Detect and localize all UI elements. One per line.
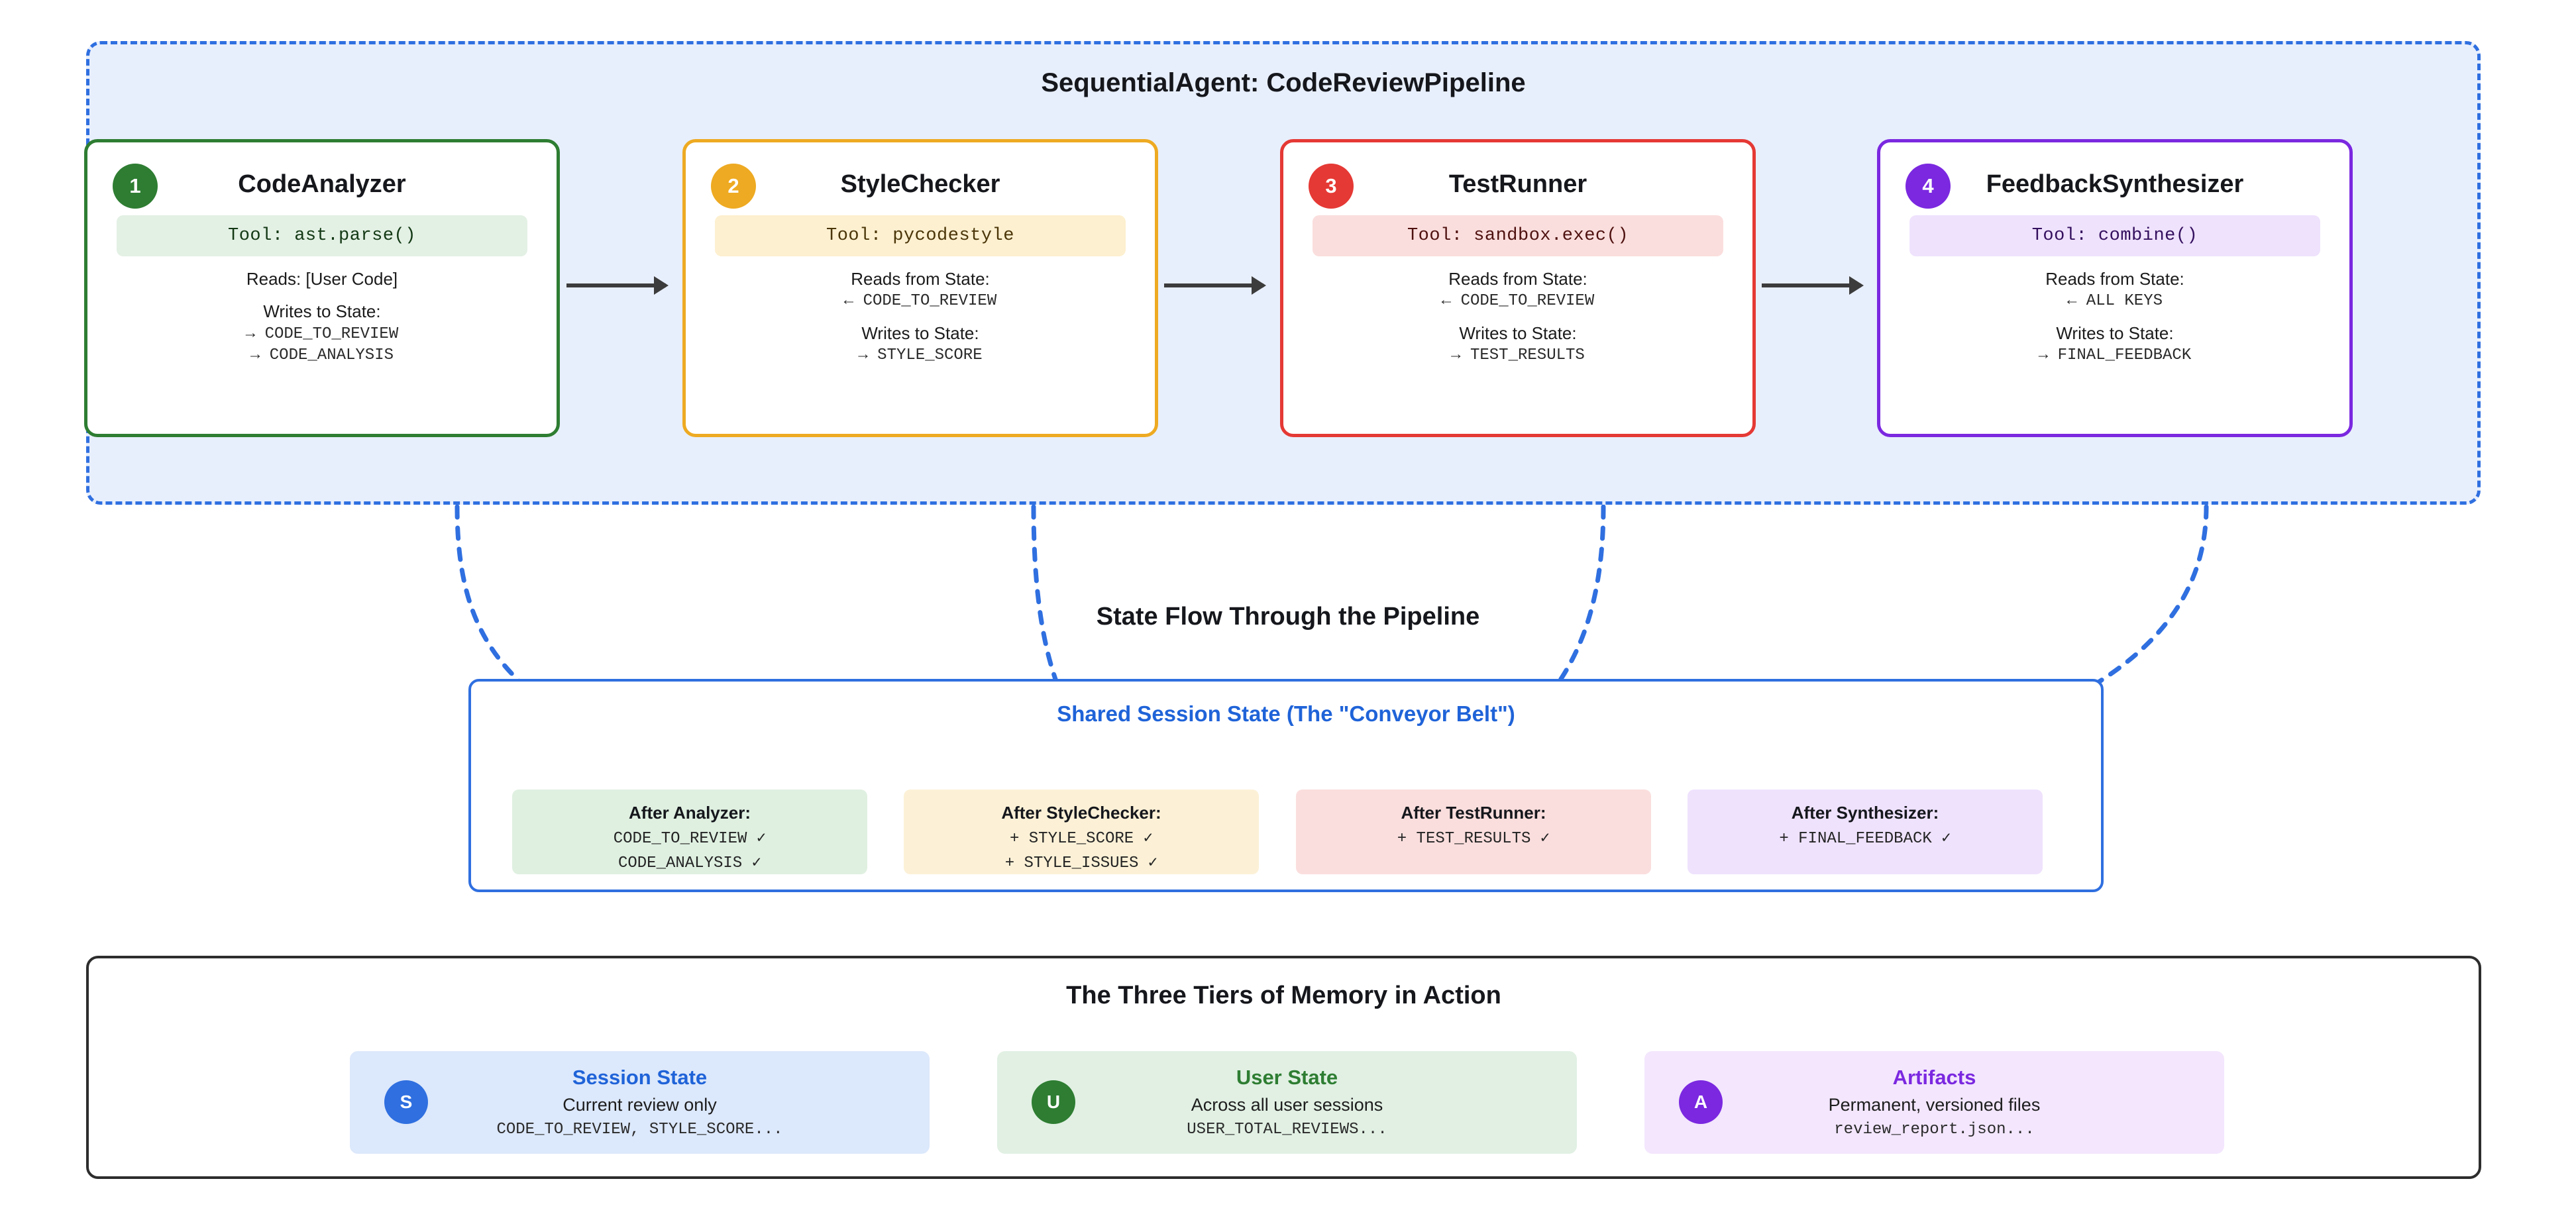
pipeline-title: SequentialAgent: CodeReviewPipeline — [1041, 68, 1526, 97]
agent-write-key: → CODE_TO_REVIEW — [245, 325, 399, 343]
shared-session-state-title: Shared Session State (The "Conveyor Belt") — [1057, 701, 1515, 726]
agent-step-badge: 4 — [1905, 164, 1951, 209]
agent-name: CodeAnalyzer — [238, 170, 406, 198]
memory-tier-name: Artifacts — [1892, 1066, 1976, 1089]
memory-tier-keys: CODE_TO_REVIEW, STYLE_SCORE... — [496, 1121, 783, 1139]
memory-tier-keys: USER_TOTAL_REVIEWS... — [1187, 1121, 1387, 1139]
agent-write-key: → CODE_ANALYSIS — [250, 346, 394, 365]
agent-writes-label: Writes to State: — [263, 301, 381, 322]
agent-card-test-runner[interactable] — [1280, 139, 1756, 437]
agent-write-key: → STYLE_SCORE — [858, 346, 983, 365]
agent-tool-chip: Tool: pycodestyle — [715, 215, 1126, 256]
state-flow-title: State Flow Through the Pipeline — [1096, 603, 1480, 631]
memory-tier-description: Current review only — [563, 1095, 717, 1115]
memory-tier-description: Across all user sessions — [1191, 1095, 1383, 1115]
state-stage-header: After TestRunner: — [1401, 803, 1546, 823]
agent-writes-label: Writes to State: — [861, 323, 979, 343]
agent-card-style-checker[interactable] — [682, 139, 1158, 437]
memory-tier-artifacts[interactable] — [1644, 1051, 2224, 1154]
agent-reads-section — [686, 268, 1155, 312]
agent-reads-label: Reads from State: — [1448, 269, 1587, 289]
agent-read-key: ← CODE_TO_REVIEW — [843, 292, 997, 311]
state-stage-after-analyzer — [512, 789, 867, 874]
agent-name: StyleChecker — [840, 170, 1000, 198]
agent-reads-label: Reads from State: — [2045, 269, 2184, 289]
state-stage-header: After Synthesizer: — [1791, 803, 1939, 823]
agent-reads-section — [1880, 268, 2349, 312]
agent-read-key: ← CODE_TO_REVIEW — [1441, 292, 1595, 311]
state-stage-key: + STYLE_SCORE ✓ — [1009, 830, 1154, 848]
agent-step-badge: 3 — [1309, 164, 1354, 209]
artifacts-badge-icon: A — [1679, 1080, 1723, 1124]
agent-tool-chip: Tool: sandbox.exec() — [1313, 215, 1723, 256]
agent-header — [87, 142, 557, 213]
memory-tier-description: Permanent, versioned files — [1828, 1095, 2041, 1115]
user-state-badge-icon: U — [1032, 1080, 1075, 1124]
agent-header — [1283, 142, 1752, 213]
flow-arrow-3-to-4 — [1762, 283, 1861, 287]
memory-tier-keys: review_report.json... — [1834, 1121, 2035, 1139]
agent-write-key: → FINAL_FEEDBACK — [2038, 346, 2192, 365]
flow-arrow-2-to-3 — [1164, 283, 1263, 287]
agent-writes-section — [1880, 323, 2349, 366]
state-stage-key: + FINAL_FEEDBACK ✓ — [1779, 830, 1951, 848]
agent-write-key: → TEST_RESULTS — [1451, 346, 1585, 365]
memory-tiers-title: The Three Tiers of Memory in Action — [1066, 982, 1501, 1009]
agent-writes-section — [1283, 323, 1752, 366]
agent-reads-label: Reads from State: — [851, 269, 990, 289]
memory-tier-user-state[interactable] — [997, 1051, 1577, 1154]
agent-step-badge: 1 — [113, 164, 158, 209]
state-stage-header: After StyleChecker: — [1001, 803, 1161, 823]
agent-reads-section — [87, 268, 557, 290]
agent-writes-section — [686, 323, 1155, 366]
agent-tool-chip: Tool: combine() — [1909, 215, 2320, 256]
agent-writes-label: Writes to State: — [1459, 323, 1577, 343]
state-stage-key: CODE_TO_REVIEW ✓ — [613, 830, 767, 848]
session-state-badge-icon: S — [384, 1080, 428, 1124]
agent-header — [1880, 142, 2349, 213]
shared-session-state-box — [468, 679, 2104, 892]
state-stage-header: After Analyzer: — [629, 803, 751, 823]
agent-card-code-analyzer[interactable] — [84, 139, 560, 437]
agent-read-key: ← ALL KEYS — [2066, 292, 2163, 311]
memory-tier-name: User State — [1236, 1066, 1338, 1089]
agent-name: FeedbackSynthesizer — [1986, 170, 2244, 198]
state-stage-after-synthesizer — [1688, 789, 2043, 874]
state-stage-after-test-runner — [1296, 789, 1651, 874]
state-stage-key: + TEST_RESULTS ✓ — [1397, 830, 1550, 848]
agent-step-badge: 2 — [711, 164, 756, 209]
agent-reads-label: Reads: [User Code] — [246, 269, 398, 289]
memory-tier-body — [997, 1066, 1577, 1139]
memory-tier-body — [350, 1066, 930, 1139]
memory-tier-session-state[interactable] — [350, 1051, 930, 1154]
memory-tiers-box — [86, 956, 2481, 1179]
flow-arrow-1-to-2 — [566, 283, 666, 287]
agent-tool-chip: Tool: ast.parse() — [117, 215, 527, 256]
agent-reads-section — [1283, 268, 1752, 312]
agent-writes-section — [87, 301, 557, 366]
agent-writes-label: Writes to State: — [2056, 323, 2174, 343]
memory-tier-name: Session State — [572, 1066, 708, 1089]
memory-tier-body — [1644, 1066, 2224, 1139]
state-stage-key: + STYLE_ISSUES ✓ — [1004, 854, 1158, 872]
agent-card-feedback-synthesizer[interactable] — [1877, 139, 2353, 437]
state-stage-after-style-checker — [904, 789, 1259, 874]
agent-header — [686, 142, 1155, 213]
state-stage-key: CODE_ANALYSIS ✓ — [617, 854, 762, 872]
agent-name: TestRunner — [1448, 170, 1587, 198]
